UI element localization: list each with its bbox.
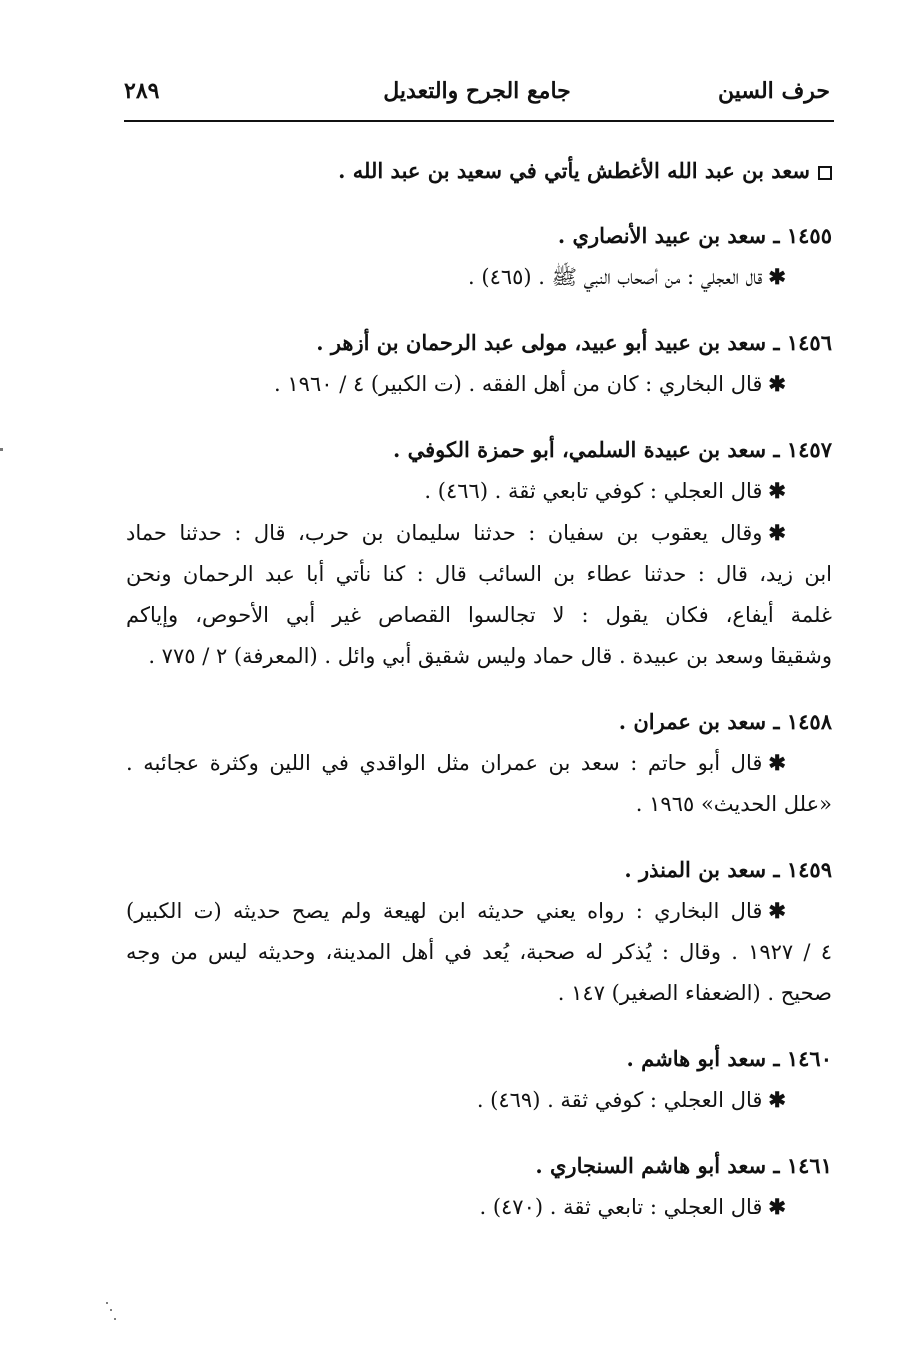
- line-text: ١٤٥٥ ـ سعد بن عبيد الأنصاري .: [557, 223, 832, 248]
- asterisk-bullet-icon: ✱: [768, 750, 786, 775]
- scan-speck: [104, 1300, 118, 1324]
- line-text: «علل الحديث» ١٩٦٥ .: [635, 792, 832, 816]
- line-text: ١٤٥٩ ـ سعد بن المنذر .: [624, 857, 832, 882]
- paragraph-gap: [126, 1014, 832, 1038]
- line-text: ٤ / ١٩٢٧ . وقال : يُذكر له صحبة، يُعد في أهل المدينة، وحديثه ليس من وجه: [126, 940, 832, 964]
- page-body: [126, 150, 832, 1228]
- entry-heading: [126, 215, 832, 256]
- paragraph-line: [126, 554, 832, 595]
- line-text: ١٤٦٠ ـ سعد أبو هاشم .: [626, 1046, 832, 1071]
- entry-heading: [126, 701, 832, 742]
- line-text: قال البخاري : رواه يعني حديثه ابن لهيعة ولم يصح حديثه (ت الكبير): [126, 899, 763, 923]
- paragraph-gap: [126, 1121, 832, 1145]
- quote-line: [126, 256, 832, 298]
- line-text: صحيح . (الضعفاء الصغير) ١٤٧ .: [557, 981, 832, 1005]
- paragraph-gap: [126, 677, 832, 701]
- box-icon: [818, 166, 832, 180]
- asterisk-bullet-icon: ✱: [768, 371, 786, 396]
- paragraph-gap: [126, 405, 832, 429]
- quote-line: [126, 470, 832, 512]
- line-text: قال البخاري : كان من أهل الفقه . (ت الكبير) ٤ / ١٩٦٠ .: [274, 372, 763, 396]
- header-rule: [124, 120, 834, 122]
- line-text: قال العجلي : من أصحاب النبي ﷺ . (٤٦٥) .: [468, 265, 763, 289]
- entry-heading: [126, 429, 832, 470]
- asterisk-bullet-icon: ✱: [768, 264, 786, 289]
- asterisk-bullet-icon: ✱: [768, 1087, 786, 1112]
- line-text: ١٤٥٨ ـ سعد بن عمران .: [618, 709, 832, 734]
- entry-heading: [126, 849, 832, 890]
- line-text: غلمة أيفاع، فكان يقول : لا تجالسوا القصاص غير أبي الأحوص، وإياكم: [126, 603, 832, 627]
- line-text: سعد بن عبد الله الأغطش يأتي في سعيد بن عبد الله .: [338, 158, 810, 183]
- book-title: جامع الجرح والتعديل: [383, 78, 571, 104]
- entry-heading: [126, 1145, 832, 1186]
- paragraph-line: [126, 890, 832, 932]
- paragraph-line: [126, 512, 832, 554]
- page-number: ٢٨٩: [124, 78, 160, 104]
- paragraph-line: [126, 973, 832, 1014]
- line-text: قال العجلي : تابعي ثقة . (٤٧٠) .: [479, 1195, 763, 1219]
- asterisk-bullet-icon: ✱: [768, 1194, 786, 1219]
- paragraph-line: [126, 742, 832, 784]
- asterisk-bullet-icon: ✱: [768, 898, 786, 923]
- line-text: وقال يعقوب بن سفيان : حدثنا سليمان بن حرب، قال : حدثنا حماد: [126, 521, 763, 545]
- quote-line: [126, 1186, 832, 1228]
- quote-line: [126, 1079, 832, 1121]
- quote-line: [126, 363, 832, 405]
- asterisk-bullet-icon: ✱: [768, 520, 786, 545]
- line-text: ١٤٥٧ ـ سعد بن عبيدة السلمي، أبو حمزة الكوفي .: [393, 437, 832, 462]
- line-text: قال العجلي : كوفي ثقة . (٤٦٩) .: [476, 1088, 763, 1112]
- paragraph-gap: [126, 825, 832, 849]
- entry-heading: [126, 322, 832, 363]
- line-text: قال العجلي : كوفي تابعي ثقة . (٤٦٦) .: [424, 479, 763, 503]
- paragraph-line: [126, 932, 832, 973]
- line-text: قال أبو حاتم : سعد بن عمران مثل الواقدي في اللين وكثرة عجائبه .: [126, 751, 763, 775]
- paragraph-gap: [126, 298, 832, 322]
- asterisk-bullet-icon: ✱: [768, 478, 786, 503]
- paragraph-gap: [126, 191, 832, 215]
- entry-heading: [126, 1038, 832, 1079]
- paragraph-line: [126, 784, 832, 825]
- paragraph-line: [126, 595, 832, 636]
- line-text: ١٤٦١ ـ سعد أبو هاشم السنجاري .: [535, 1153, 832, 1178]
- paragraph-line: [126, 636, 832, 677]
- line-text: وشقيقا وسعد بن عبيدة . قال حماد وليس شقيق أبي وائل . (المعرفة) ٢ / ٧٧٥ .: [148, 644, 832, 668]
- line-text: ١٤٥٦ ـ سعد بن عبيد أبو عبيد، مولى عبد الرحمان بن أزهر .: [316, 330, 832, 355]
- running-header: [124, 78, 830, 118]
- cross-reference-line: [126, 150, 832, 191]
- margin-speck: [0, 448, 3, 451]
- line-text: ابن زيد، قال : حدثنا عطاء بن السائب قال : كنا نأتي أبا عبد الرحمان ونحن: [126, 562, 832, 586]
- section-title: حرف السين: [717, 78, 830, 104]
